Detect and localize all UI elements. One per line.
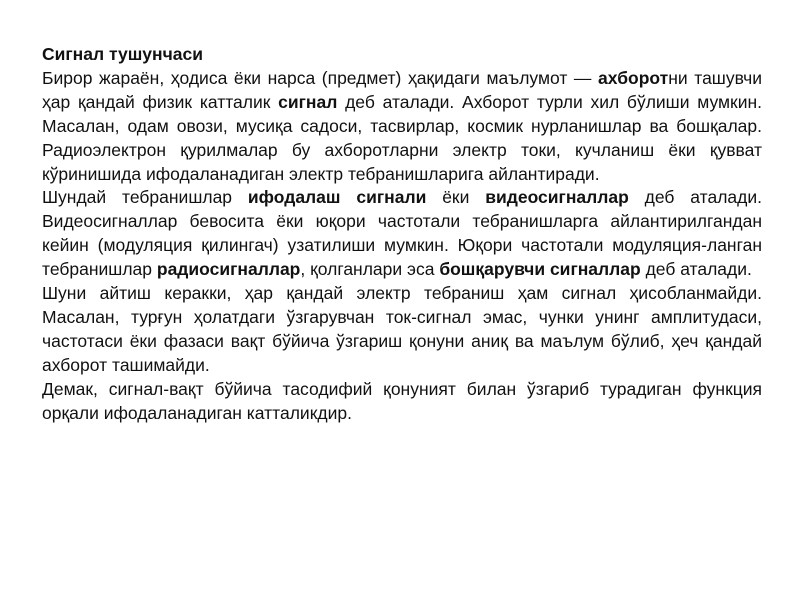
p2-text-1: Шундай тебранишлар — [42, 187, 248, 208]
paragraph-note: Шуни айтиш керакки, ҳар қандай электр тебраниш ҳам сигнал ҳисобланмайди. Масалан, турғун ҳолатдаги ўзгарувчан ток-сигнал эмас, чунки унинг амплитудаси, частотаси ёки фазаси вақт бўйича ўзгариш қонуни аниқ ва маълум бўлиб, ҳеч қандай ахборот ташимайди. — [42, 283, 762, 375]
term-axborot: ахборот — [598, 67, 669, 88]
text-slide — [42, 43, 762, 426]
paragraph-conclusion: Демак, сигнал-вақт бўйича тасодифий қонуният билан ўзгариб турадиган функция орқали ифодаланадиган катталикдир. — [42, 378, 762, 423]
paragraph-signal-types — [42, 186, 762, 282]
slide-title: Сигнал тушунчаси — [42, 44, 203, 64]
p1-text-3: деб аталади. Ахборот турли хил бўлиши мумкин. Масалан, одам овози, мусиқа садоси, тасвирлар, космик нурланишлар ва бошқалар. Радиоэлектрон қурилмалар бу ахборотларни электр токи, кучланиш ёки қувват кўринишида ифодаланадиган электр тебранишларига айлантиради. — [42, 91, 762, 184]
p2-text-2: ёки — [426, 187, 486, 208]
p2-text-5: деб аталади. — [640, 259, 752, 280]
p1-text-2: ни ташувчи ҳар қандай физик катталик — [42, 67, 762, 112]
term-signal: сигнал — [278, 91, 338, 112]
term-radiosignallar: радиосигналлар — [156, 259, 301, 280]
term-videosignallar: видеосигналлар — [485, 187, 629, 208]
p2-text-4: , қолганлари эса — [300, 259, 440, 280]
p2-text-3: деб аталади. Видеосигналлар бевосита ёки юқори частотали тебранишларга айлантирилгандан кейин (модуляция қилингач) узатилиши мумкин. Юқори частотали модуляция-ланган тебранишлар — [42, 187, 762, 280]
p1-text-1: Бирор жараён, ҳодиса ёки нарса (предмет) ҳақидаги маълумот — — [42, 67, 598, 88]
term-boshqaruvchi-signallar: бошқарувчи сигналлар — [439, 259, 641, 280]
paragraph-definition — [42, 67, 762, 187]
term-ifodalash-signali: ифодалаш сигнали — [247, 187, 427, 208]
